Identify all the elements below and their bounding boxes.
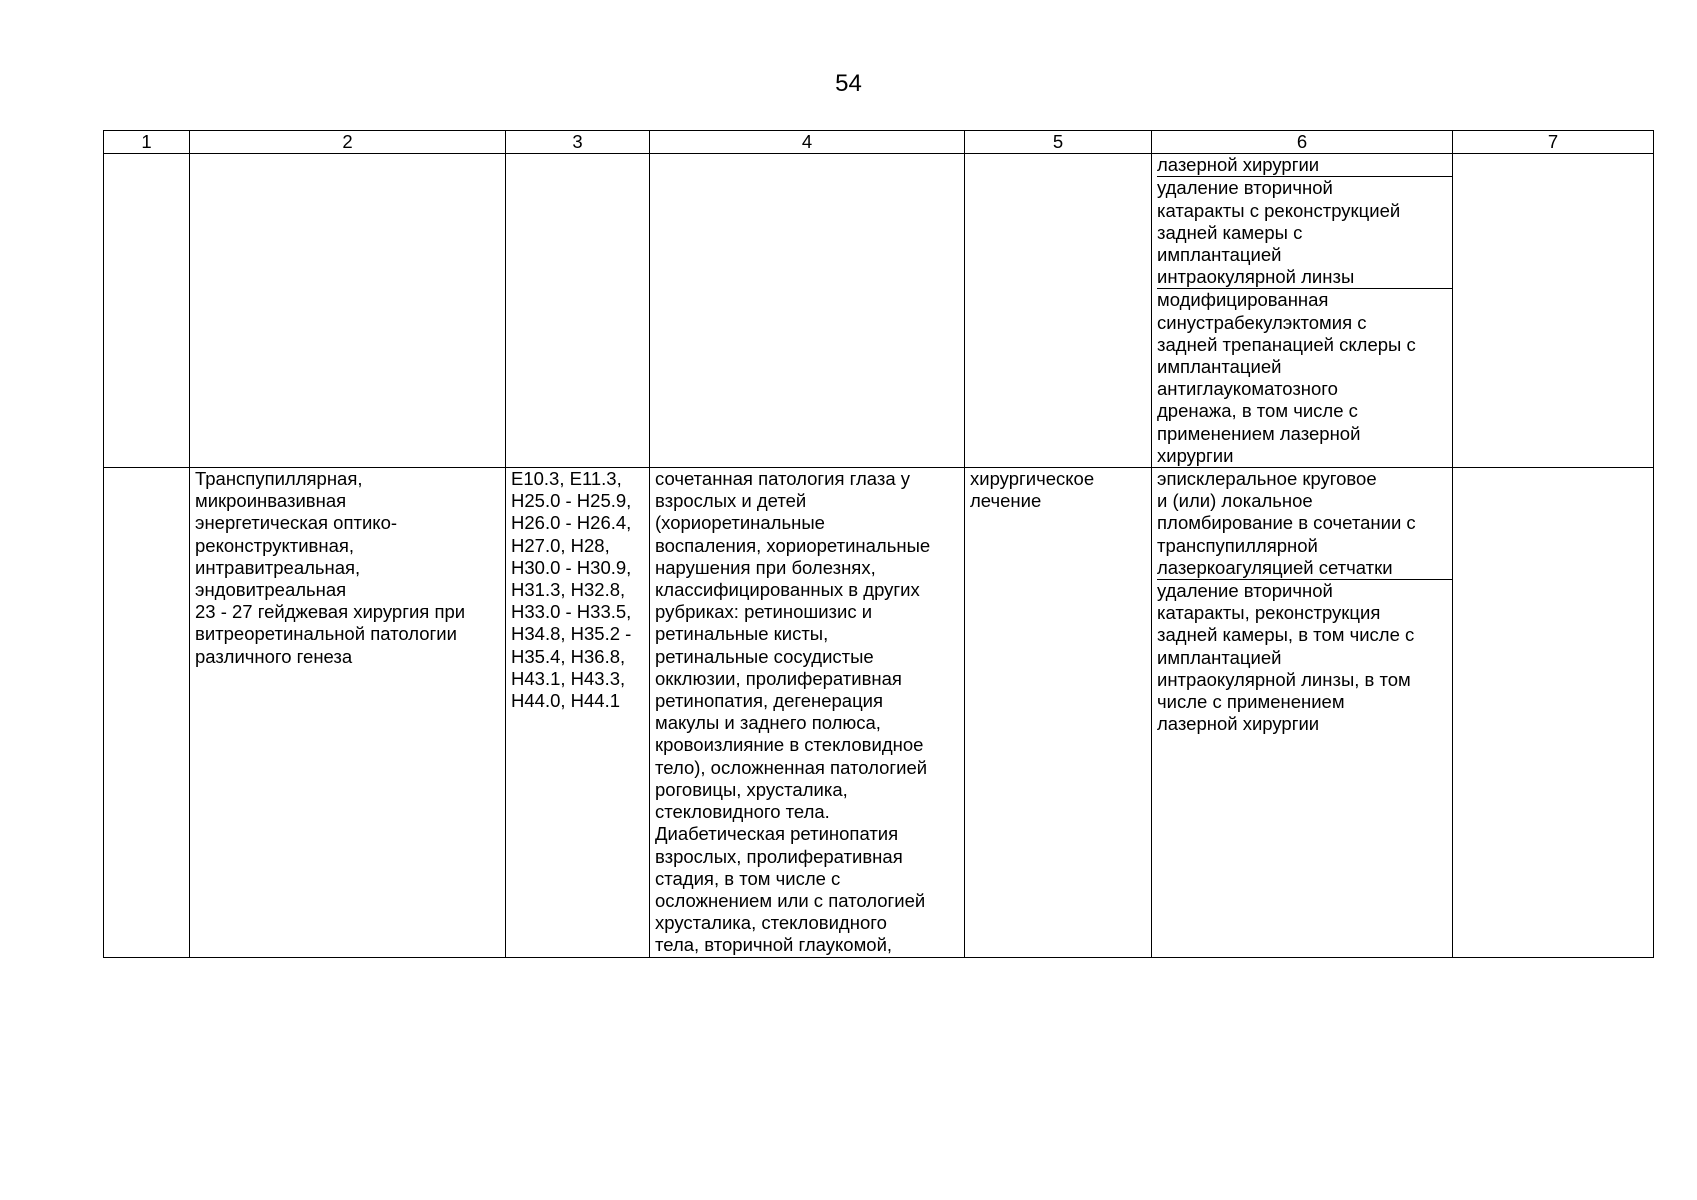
header-row [104,131,1654,154]
procedures-table [103,130,1654,958]
icd-codes-cell: E10.3, E11.3, H25.0 - H25.9, H26.0 - H26.4, H27.0, H28, H30.0 - H30.9, H31.3, H32.8, H33.0 - H33.5, H34.8, H35.2 - H35.4, H36.8, H43.1, H43.3, H44.0, H44.1 [506,468,650,957]
treatment-method-item: удаление вторичной катаракты с реконструкцией задней камеры с имплантацией интраокулярной линзы [1157,176,1452,288]
cell-treatment-methods [1152,468,1453,957]
column-header-6: 6 [1152,131,1453,154]
treatment-method-list [1157,154,1452,467]
cell-col4 [650,154,965,468]
cell-treatment-methods [1152,154,1453,468]
treatment-method-item: лазерной хирургии [1157,154,1320,176]
column-header-3: 3 [506,131,650,154]
cell-col3 [506,154,650,468]
column-header-2: 2 [190,131,506,154]
column-header-7: 7 [1453,131,1654,154]
column-header-4: 4 [650,131,965,154]
cell-col5 [965,154,1152,468]
patient-model-cell: сочетанная патология глаза у взрослых и детей (хориоретинальные воспаления, хориоретинальные нарушения при болезнях, классифицированных в других рубриках: ретиношизис и ретинальные кисты, ретинальные сосудистые окклюзии, пролиферативная ретинопатия, дегенерация макулы и заднего полюса, кровоизлияние в стекловидное тело), осложненная патологией роговицы, хрусталика, стекловидного тела. Диабетическая ретинопатия взрослых, пролиферативная стадия, в том числе с осложнением или с патологией хрусталика, стекловидного тела, вторичной глаукомой, [650,468,965,957]
cell-col7 [1453,154,1654,468]
treatment-method-list [1157,468,1452,735]
cell-col1 [104,154,190,468]
treatment-method-item: удаление вторичной катаракты, реконструкция задней камеры, в том числе с имплантацией интраокулярной линзы, в том числе с применением лазерной хирургии [1157,579,1452,735]
treatment-type-cell: хирургическое лечение [965,468,1152,957]
column-header-5: 5 [965,131,1152,154]
cell-col1 [104,468,190,957]
table-row [104,154,1654,468]
column-header-1: 1 [104,131,190,154]
cell-col7 [1453,468,1654,957]
care-type-cell: Транспупиллярная, микроинвазивная энергетическая оптико- реконструктивная, интравитреальная, эндовитреальная 23 - 27 гейджевая хирургия при витреоретинальной патологии различного генеза [190,468,506,957]
treatment-method-item: модифицированная синустрабекулэктомия с задней трепанацией склеры с имплантацией антиглаукоматозного дренажа, в том числе с применением лазерной хирургии [1157,288,1452,467]
cell-col2 [190,154,506,468]
treatment-method-item: эписклеральное круговое и (или) локальное пломбирование в сочетании с транспупиллярной лазеркоагуляцией сетчатки [1157,468,1416,578]
table-row [104,468,1654,957]
page-number: 54 [835,70,862,97]
